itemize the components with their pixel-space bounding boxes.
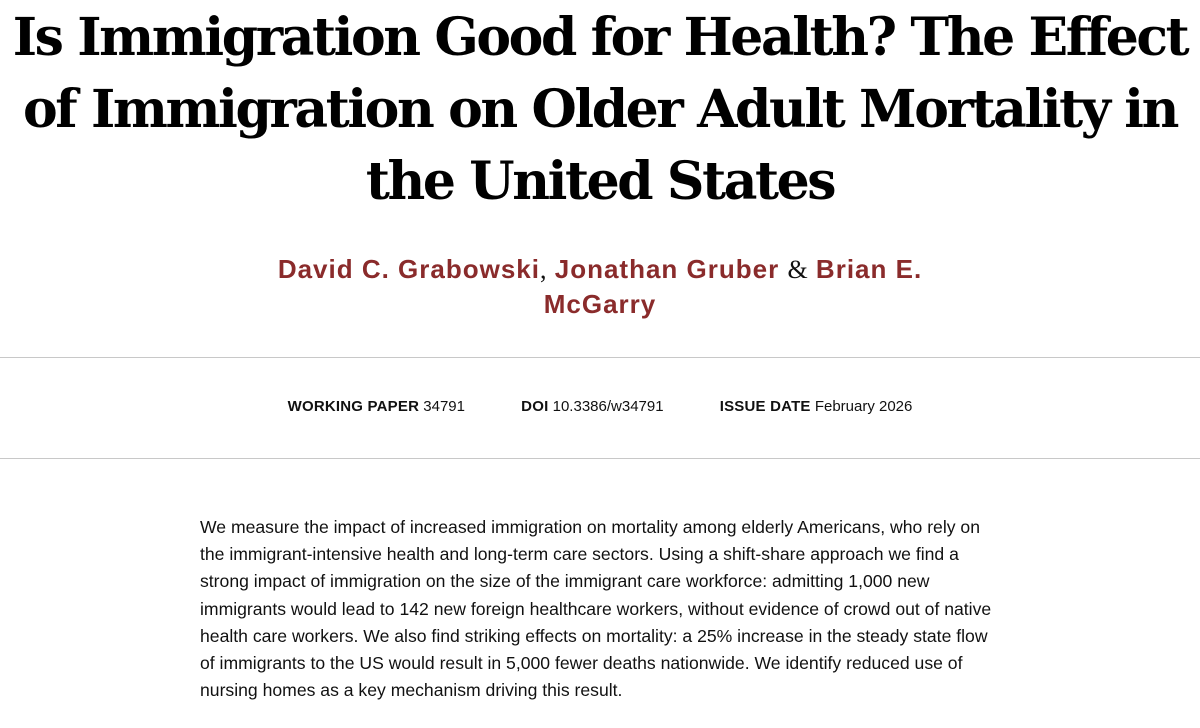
divider-top bbox=[0, 357, 1200, 358]
working-paper-value: 34791 bbox=[423, 398, 465, 415]
issue-date-label: ISSUE DATE bbox=[719, 398, 811, 415]
divider-bottom bbox=[0, 458, 1200, 459]
author-list bbox=[0, 252, 1200, 321]
author-separator-ampersand: & bbox=[787, 255, 808, 284]
doi bbox=[521, 397, 663, 417]
abstract-text: We measure the impact of increased immigration on mortality among elderly Americans, who rely on the immigrant-intensive health and long-term care sectors. Using a shift-share approach we find a strong impact of immigration on the size of the immigrant care workforce: admitting 1,000 new immigrants would lead to 142 new foreign healthcare workers, without evidence of crowd out of native health care workers. We also find striking effects on mortality: a 25% increase in the steady state flow of immigrants to the US would result in 5,000 fewer deaths nationwide. We identify reduced use of nursing homes as a key mechanism driving this result. bbox=[200, 517, 992, 701]
author-separator-comma: , bbox=[540, 255, 547, 284]
doi-value: 10.3386/w34791 bbox=[552, 398, 664, 415]
paper-metadata bbox=[0, 397, 1200, 417]
author-line-1 bbox=[0, 252, 1200, 287]
issue-date bbox=[720, 397, 913, 417]
author-line-2 bbox=[0, 287, 1200, 321]
paper-title: Is Immigration Good for Health? The Effect of Immigration on Older Adult Mortality in the United States bbox=[12, 7, 1188, 212]
doi-label: DOI bbox=[521, 398, 549, 415]
author-link-gruber[interactable]: Jonathan Gruber bbox=[554, 254, 780, 284]
author-link-mcgarry-first[interactable]: Brian E. bbox=[815, 254, 923, 284]
working-paper-number bbox=[288, 397, 465, 417]
working-paper-label: WORKING PAPER bbox=[287, 398, 420, 415]
author-link-mcgarry-last[interactable]: McGarry bbox=[543, 289, 657, 319]
author-link-grabowski[interactable]: David C. Grabowski bbox=[277, 254, 540, 284]
issue-date-value: February 2026 bbox=[814, 398, 913, 415]
